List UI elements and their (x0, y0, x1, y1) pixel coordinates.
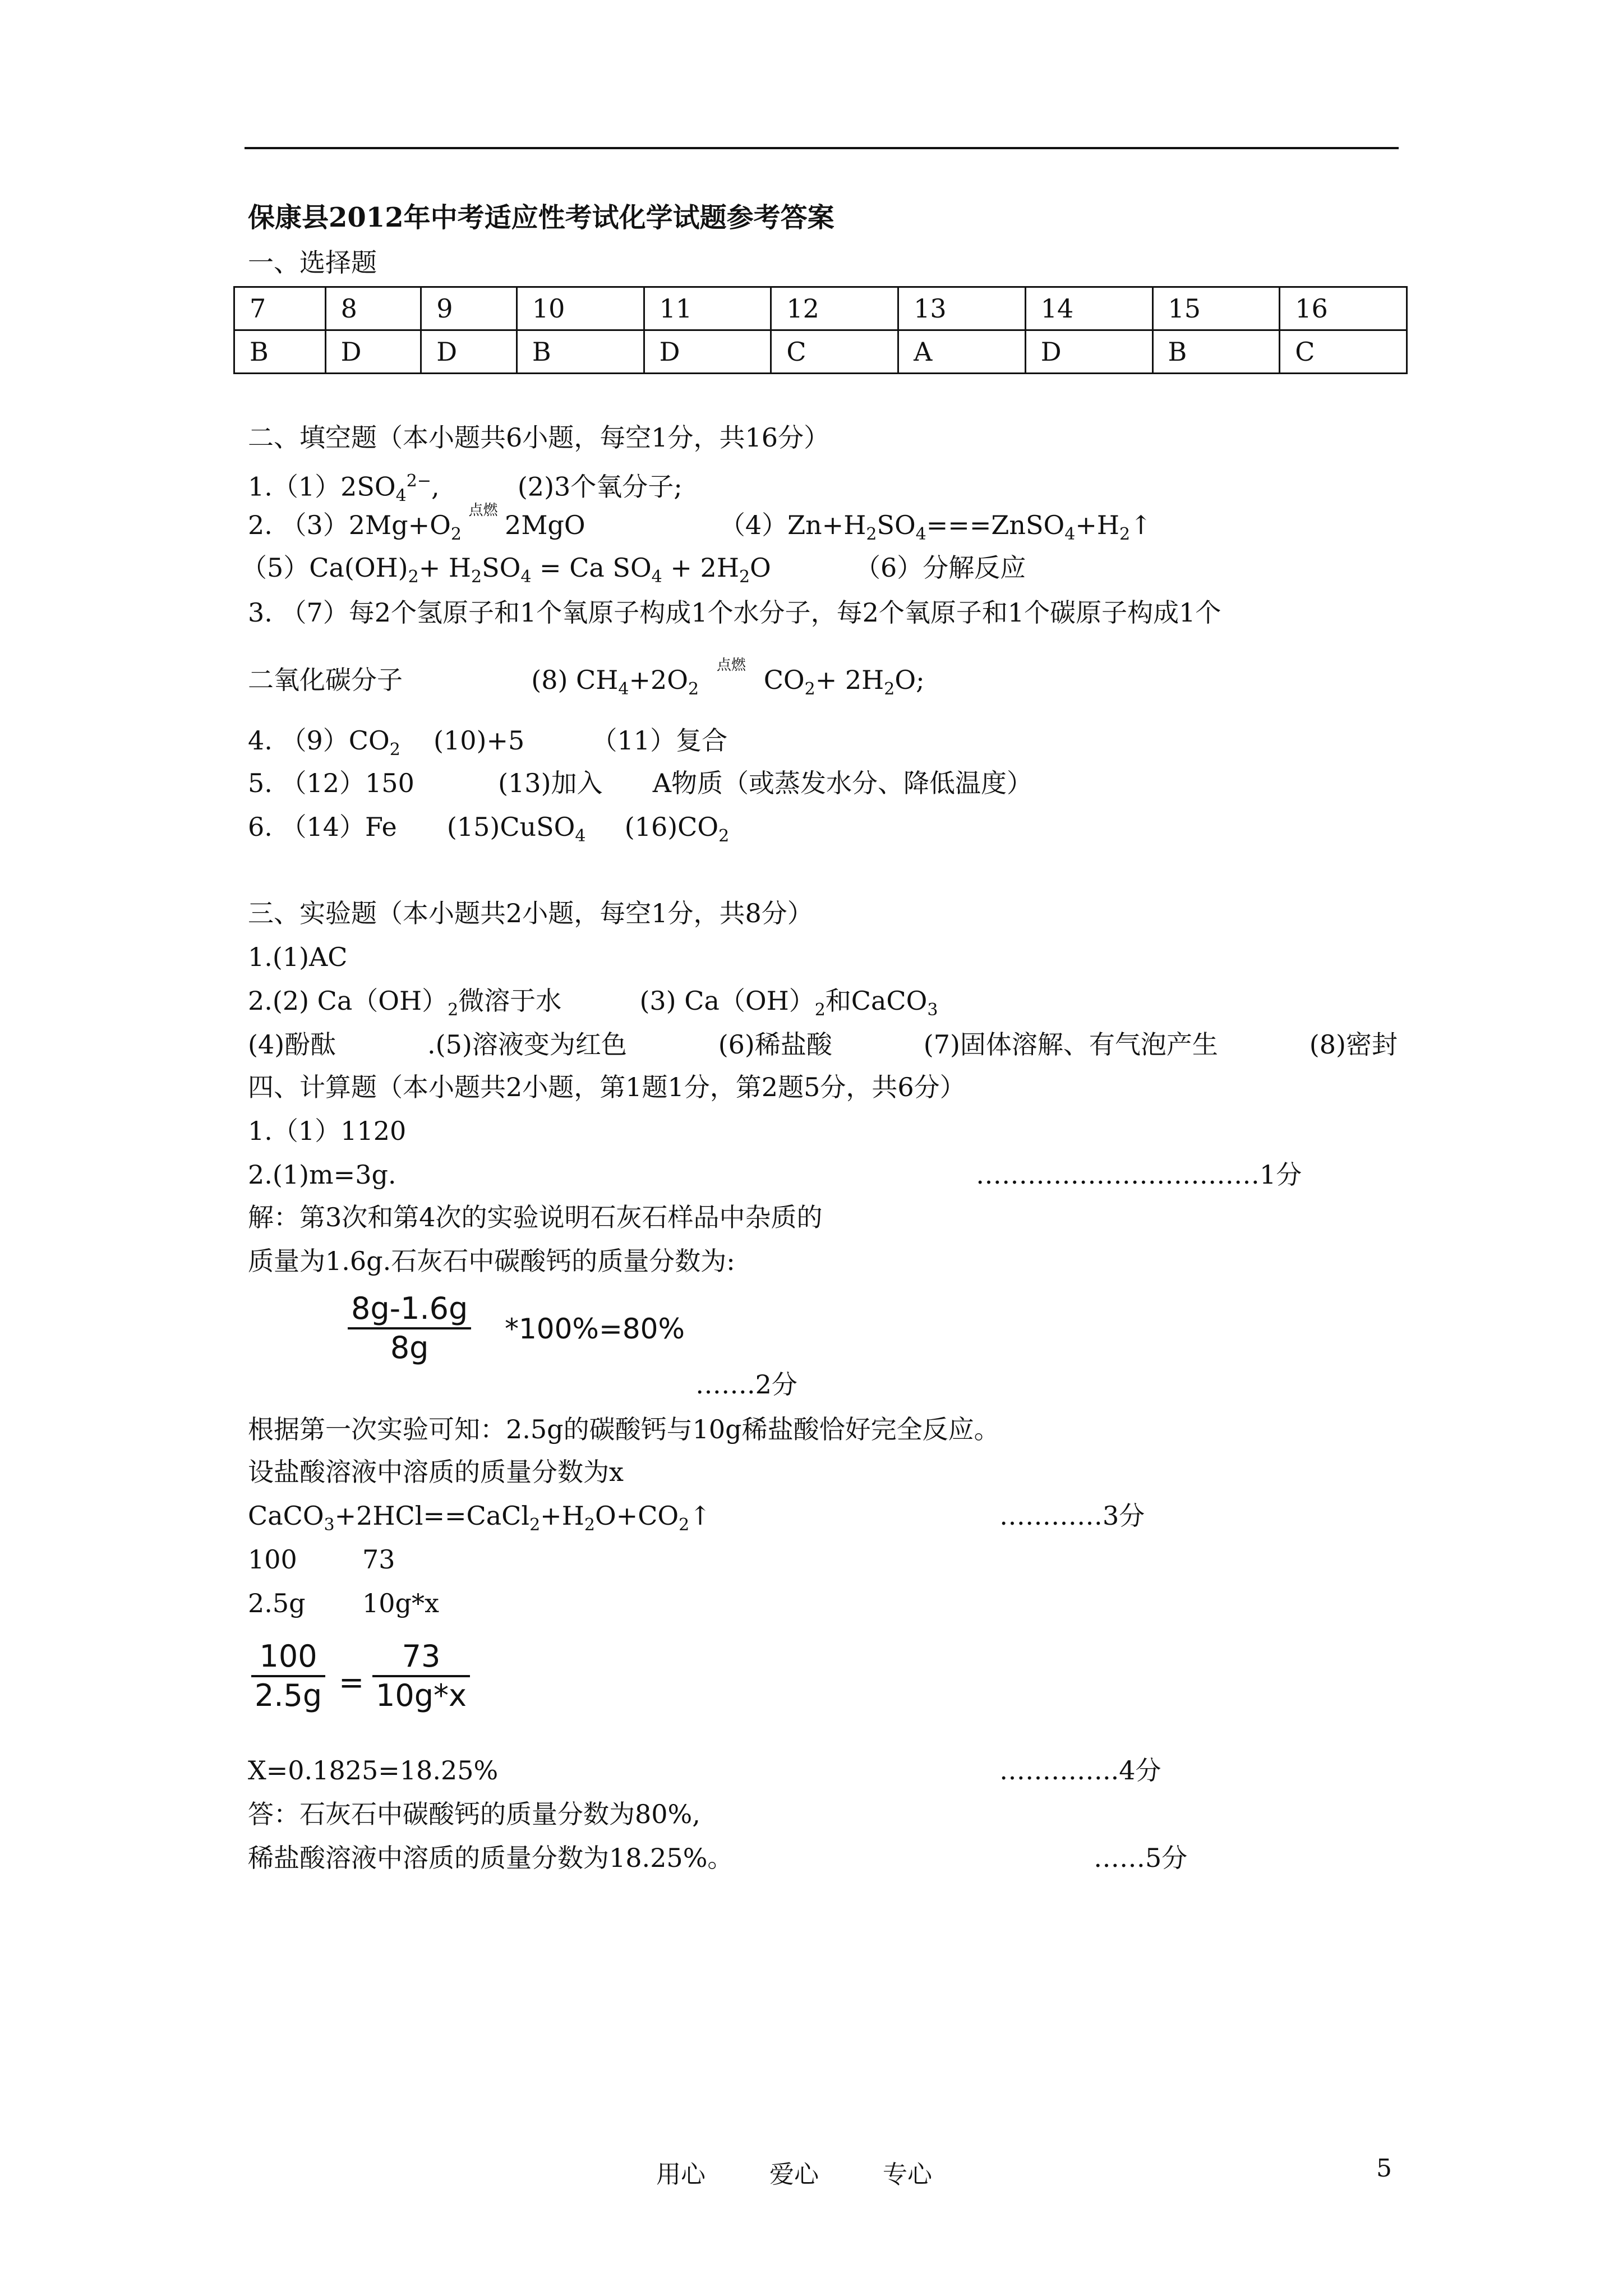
answer-line: 1.（1）1120 (248, 1116, 407, 1146)
table-cell: 9 (421, 287, 517, 330)
chemical-equation: $CaCO_3+2HCl==CaCl_2+H_2O+CO_2↑$ (248, 1501, 711, 1535)
answer-line: 6. （14）Fe (15)CuSO$_4$ $(16)CO_2$ (248, 812, 730, 846)
answer-line: 2. $(3)2Mg+O_2$ 点燃 2MgO $(4)Zn+H_2SO_4===ZnSO_4+H_2↑$ (248, 502, 1152, 545)
answer-line: 5. （12）150 (13)加入 A物质（或蒸发水分、降低温度） (248, 768, 1033, 798)
answer-line: 3. （7）每2个氢原子和1个氧原子构成1个水分子，每2个氧原子和1个碳原子构成1个 (248, 597, 1221, 628)
gas-arrow-icon: ↑ (689, 1501, 711, 1531)
equals-sign: = (339, 1665, 365, 1700)
answer-line: 根据第一次实验可知：2.5g的碳酸钙与10g稀盐酸恰好完全反应。 (248, 1414, 1000, 1444)
answer-line: 答：石灰石中碳酸钙的质量分数为80%, (248, 1799, 700, 1829)
score-mark: ……5分 (1094, 1843, 1188, 1873)
table-cell: 7 (234, 287, 326, 330)
page-number: 5 (1376, 2154, 1392, 2183)
section1-heading: 一、选择题 (248, 247, 377, 278)
table-cell: B (1152, 330, 1280, 374)
table-cell: 13 (898, 287, 1026, 330)
table-cell: 12 (771, 287, 898, 330)
score-mark: …………3分 (999, 1501, 1145, 1531)
answer-line: 10g*x (362, 1588, 439, 1618)
footer-motto-1: 用心 (656, 2160, 706, 2189)
answer-line: 质量为1.6g.石灰石中碳酸钙的质量分数为: (248, 1246, 735, 1276)
gas-arrow-icon: ↑ (1130, 510, 1152, 540)
answer-line: 二氧化碳分子 (8) $CH_4+2O_2$ 点燃 $CO_2+ 2H_2O$; (248, 657, 925, 700)
document-title: 保康县2012年中考适应性考试化学试题参考答案 (248, 202, 834, 233)
table-cell: D (325, 330, 421, 374)
answer-line: 1.(1)AC (248, 942, 348, 972)
fraction-result: *100%=80% (505, 1313, 685, 1345)
answer-line: $1.(1)2SO_4^{2-}$, (2)3个氧分子; (248, 471, 683, 506)
fraction-left: 100 2.5g (251, 1638, 325, 1714)
reaction-condition: 点燃 (716, 657, 746, 674)
table-cell: 8 (325, 287, 421, 330)
table-row-answers (234, 330, 1407, 374)
footer-motto-3: 专心 (883, 2160, 932, 2189)
table-cell: B (517, 330, 644, 374)
section3-heading: 三、实验题（本小题共2小题，每空1分，共8分） (248, 898, 813, 928)
answer-line: X=0.1825=18.25% (248, 1755, 499, 1786)
table-cell: C (771, 330, 898, 374)
table-cell: 16 (1280, 287, 1407, 330)
score-mark: ……………………………1分 (976, 1159, 1302, 1190)
header-rule (245, 147, 1399, 149)
score-mark: …………..4分 (999, 1755, 1161, 1786)
answer-table (233, 286, 1408, 374)
answer-line: 73 (362, 1544, 395, 1575)
footer-motto-2: 爱心 (769, 2160, 819, 2189)
table-cell: 14 (1025, 287, 1152, 330)
answer-line: $(5)Ca(OH)_2+ H_2SO_4 = Ca$ $SO_4 + 2H_2O$ （6）分解反应 (241, 553, 1026, 587)
fraction-calcium-carbonate: 8g-1.6g 8g (348, 1290, 471, 1366)
answer-line: 4. $(9)CO_2$ (10)+5 （11）复合 (248, 725, 728, 760)
answer-line: 2.(1)m=3g. (248, 1159, 396, 1190)
table-cell: 15 (1152, 287, 1280, 330)
fraction-right: 73 10g*x (372, 1638, 470, 1714)
table-cell: D (421, 330, 517, 374)
table-cell: B (234, 330, 326, 374)
table-cell: C (1280, 330, 1407, 374)
table-cell: 11 (644, 287, 771, 330)
section2-heading: 二、填空题（本小题共6小题，每空1分，共16分） (248, 422, 830, 453)
answer-line: 稀盐酸溶液中溶质的质量分数为18.25%。 (248, 1843, 734, 1873)
answer-line: 2.5g (248, 1588, 306, 1618)
answer-line: 设盐酸溶液中溶质的质量分数为x (248, 1457, 624, 1487)
answer-line: 2.(2) $Ca(OH)_2$微溶于水 (3) $Ca(OH)_2$和CaCO$_3$ (248, 986, 938, 1020)
table-cell: A (898, 330, 1026, 374)
table-cell: 10 (517, 287, 644, 330)
reaction-condition: 点燃 (468, 502, 498, 519)
answer-line: (4)酚酞 .(5)溶液变为红色 (6)稀盐酸 (7)固体溶解、有气泡产生 (8)密封 (248, 1029, 1398, 1060)
table-row-numbers (234, 287, 1407, 330)
answer-line: 100 (248, 1544, 297, 1575)
answer-line: 解：第3次和第4次的实验说明石灰石样品中杂质的 (248, 1202, 823, 1232)
score-mark: …….2分 (695, 1369, 797, 1400)
table-cell: D (1025, 330, 1152, 374)
section4-heading: 四、计算题（本小题共2小题，第1题1分，第2题5分，共6分） (248, 1072, 966, 1102)
table-cell: D (644, 330, 771, 374)
